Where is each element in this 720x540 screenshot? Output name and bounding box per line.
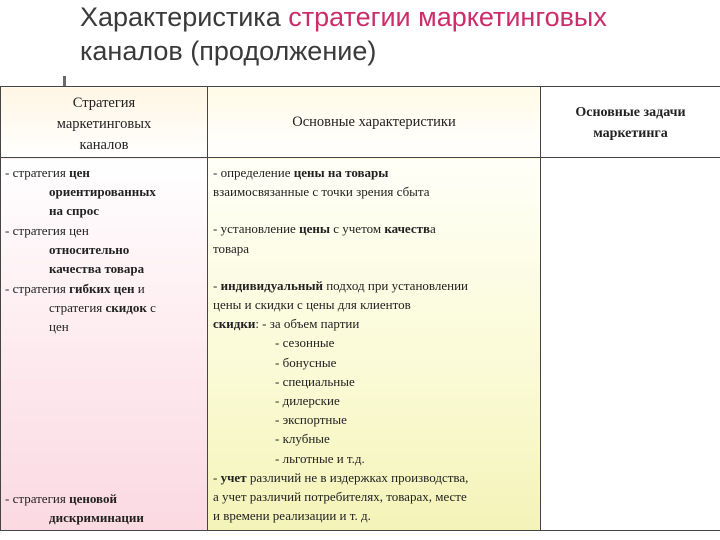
- strategy-2-line-2: относительно: [49, 242, 130, 258]
- strategy-3-text-1: и: [134, 281, 145, 296]
- title-line2: каналов (продолжение): [80, 36, 377, 66]
- char-3-text-2: подход при установлении: [322, 277, 469, 293]
- strategy-3-line-3: цен: [49, 319, 69, 335]
- characteristic-2: [213, 219, 534, 257]
- char-2-bold-1: цены: [299, 221, 330, 237]
- tasks-cell: [541, 158, 720, 531]
- strategy-3-prefix: - стратегия: [5, 281, 70, 296]
- discount-item: - сезонные: [275, 335, 335, 351]
- strategy-1-prefix: - стратегия: [5, 165, 70, 180]
- char-3-text-3: цены и скидки с цены для клиентов: [213, 297, 411, 313]
- title-part2: стратегии маркетинговых: [288, 2, 607, 32]
- discount-item: - специальные: [275, 373, 355, 389]
- characteristic-3: [213, 276, 534, 468]
- discount-item: - льготные и т.д.: [275, 450, 365, 466]
- char-4-bold: учет: [220, 469, 247, 485]
- strategy-4-bold-1: ценовой: [69, 491, 117, 506]
- char-1-text-2: взаимосвязанные с точки зрения сбыта: [213, 184, 430, 200]
- char-2-text-3: а: [430, 221, 436, 237]
- header-tasks: [541, 87, 720, 158]
- strategy-2-line-3: качества товара: [49, 261, 145, 277]
- header-characteristics-label: Основные характеристики: [292, 113, 456, 130]
- discount-item: - клубные: [275, 431, 330, 447]
- char-4-text-3: а учет различий потребителях, товарах, месте: [213, 489, 467, 505]
- strategy-item-2: [5, 221, 190, 279]
- strategy-1-bold-3: на спрос: [49, 203, 100, 219]
- strategy-1-bold-1: цен: [69, 165, 90, 180]
- content-row: [1, 158, 720, 531]
- char-2-text-2: с учетом: [329, 221, 385, 237]
- characteristics-cell: [208, 158, 541, 531]
- strategy-3-bold-1: гибких цен: [69, 281, 135, 296]
- header-strategy-label: Стратегия маркетинговых каналов: [56, 95, 152, 153]
- char-2-bold-2: качеств: [384, 221, 431, 237]
- strategy-2-prefix: - стратегия цен: [5, 223, 89, 238]
- char-3-bold-1: индивидуальный: [220, 277, 323, 293]
- strategy-table: [0, 86, 720, 531]
- char-3-text-1: -: [213, 277, 221, 293]
- strategy-item-3: [5, 279, 190, 337]
- header-characteristics: [208, 87, 541, 158]
- discount-item: - дилерские: [275, 393, 340, 409]
- char-3-bold-2: скидки: [213, 316, 256, 332]
- strategies-cell: [1, 158, 208, 531]
- char-4-text-2: различий не в издержках производства,: [246, 469, 469, 485]
- characteristic-1: [213, 163, 534, 201]
- header-strategy: [1, 87, 208, 158]
- char-1-text-1: - определение: [213, 165, 294, 180]
- page-title: [80, 0, 710, 68]
- discount-item: - экспортные: [275, 412, 347, 428]
- discount-item: - бонусные: [275, 354, 337, 370]
- char-1-bold: цены на товары: [293, 165, 389, 180]
- header-row: [1, 87, 720, 158]
- strategy-item-4: [5, 489, 190, 527]
- strategy-item-1: [5, 163, 190, 221]
- char-3-text-4: : - за объем партии: [255, 316, 360, 332]
- char-2-text-1: - установление: [213, 221, 300, 237]
- char-4-text-4: и времени реализации и т. д.: [213, 508, 371, 524]
- characteristic-4: [213, 468, 534, 526]
- header-tasks-label: Основные задачи маркетинга: [575, 105, 686, 141]
- strategy-3-text-2: с: [146, 300, 156, 316]
- title-part1: Характеристика: [80, 2, 289, 32]
- char-4-text-1: -: [213, 469, 221, 485]
- strategy-4-bold-2: дискриминации: [49, 510, 144, 526]
- strategy-3-line-2: стратегия: [49, 300, 106, 316]
- char-2-text-4: товара: [213, 240, 250, 256]
- strategy-3-bold-2: скидок: [105, 300, 147, 316]
- strategy-1-bold-2: ориентированных: [49, 184, 156, 200]
- strategy-4-prefix: - стратегия: [5, 491, 70, 506]
